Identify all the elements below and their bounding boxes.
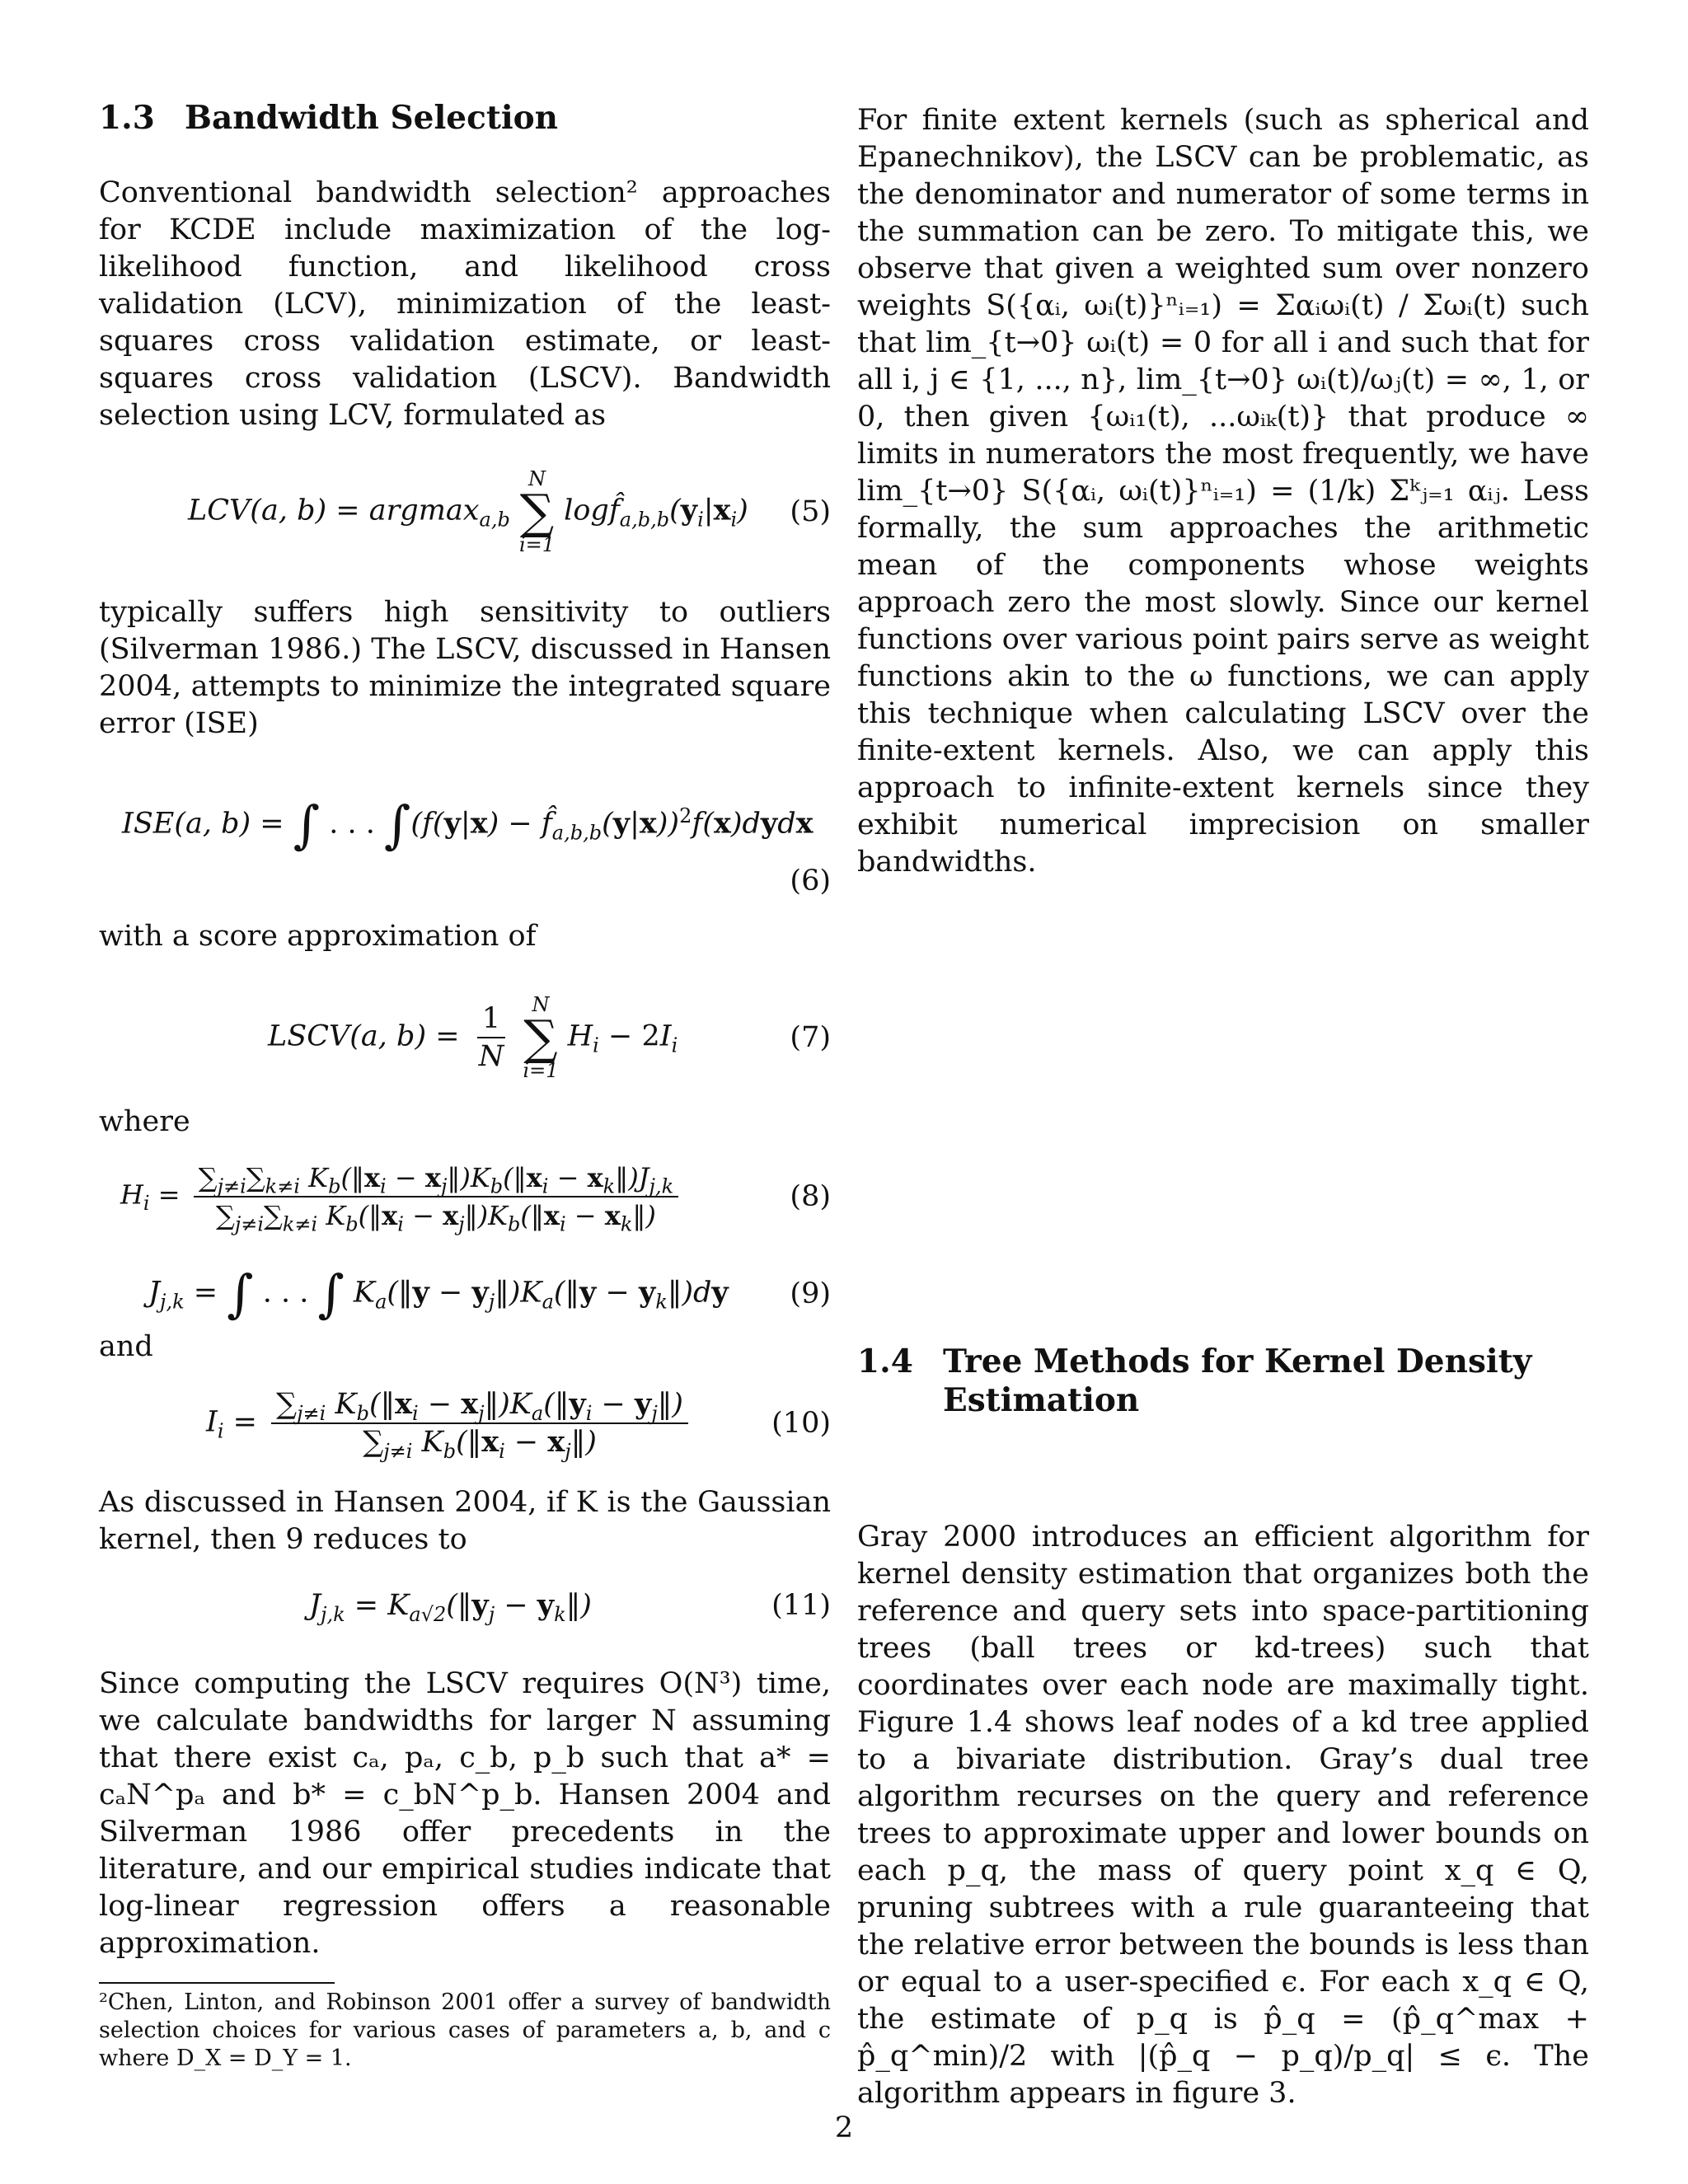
equation-number: (9)	[790, 1277, 831, 1310]
paragraph: with a score approximation of	[99, 920, 537, 953]
paragraph: Gray 2000 introduces an efficient algorithm for kernel density estimation that organizes both the reference and query sets into space-partitioning trees (ball trees or kd-trees) such that coordinates over each node are maximally tight. Figure 1.4 shows leaf nodes of a kd tree applied to a bivariate distribution. Gray’s dual tree algorithm recurses on the query and reference trees to approximate upper and lower bounds on each p_q, the mass of query point x_q ∈ Q, pruning subtrees with a rule guaranteeing that the relative error between the bounds is less than or equal to a user-specified ϵ. For each x_q ∈ Q, the estimate of p_q is p̂_q = (p̂_q^max + p̂_q^min)/2 with |(p̂_q − p_q)/p_q| ≤ ϵ. The algorithm appears in figure 3.	[857, 1521, 1589, 2110]
paragraph: For finite extent kernels (such as spherical and Epanechnikov), the LSCV can be problematic, as the denominator and numerator of some terms in the summation can be zero. To mitigate this, we observe that given a weighted sum over nonzero weights S({αᵢ, ωᵢ(t)}ⁿᵢ₌₁) = Σαᵢωᵢ(t) / Σωᵢ(t) such that lim_{t→0} ωᵢ(t) = 0 for all i and such that for all i, j ∈ {1, ..., n}, lim_{t→0} ωᵢ(t)/ωⱼ(t) = ∞, 1, or 0, then given {ωᵢ₁(t), ...ωᵢₖ(t)} that produce ∞ limits in numerators the most frequently, we have lim_{t→0} S({αᵢ, ωᵢ(t)}ⁿᵢ₌₁) = (1/k) Σᵏⱼ₌₁ αᵢⱼ. Less formally, the sum approaches the arithmetic mean of the components whose weights approach zero the most slowly. Since our kernel functions over various point pairs serve as weight functions akin to the ω functions, we can apply this technique when calculating LSCV over the finite-extent kernels. Also, we can apply this approach to infinite-extent kernels since they exhibit numerical imprecision on smaller bandwidths.	[857, 104, 1589, 879]
footnote: ²Chen, Linton, and Robinson 2001 offer a survey of bandwidth selection choices for various cases of parameters a, b, and c where D_X = D_Y = 1.	[99, 1990, 831, 2071]
section-number: 1.3	[99, 99, 155, 137]
left-column	[99, 91, 831, 2073]
section-heading-1-3	[99, 99, 831, 138]
right-column	[857, 102, 1589, 2112]
page-number: 2	[834, 2111, 854, 2144]
equation-number: (10)	[771, 1406, 831, 1440]
paragraph: where	[99, 1105, 190, 1138]
equation-6: ISE(a, b) = ∫ . . . $\int(f(y|x) - f̂_{a,b,b}(y|x))^2f(x)dydx$	[122, 794, 814, 855]
equation-number: (11)	[771, 1588, 831, 1622]
footnote-rule	[99, 1982, 335, 1984]
section-number: 1.4	[857, 1343, 913, 1380]
equation-number: (5)	[790, 494, 831, 528]
equation-number: (6)	[790, 865, 831, 898]
equation-8: $H_i$ = $\frac{\sum_{j\ne i}\sum_{k\ne i} K_b(‖x_i - x_j‖)K_b(‖x_i - x_k‖)J_{j,k}}{\sum_{j\ne i}\sum_{k\ne i} K_b(‖x_i - x_j‖)K_b(‖x_i - x_k‖)}$ (8)	[120, 1162, 831, 1236]
section-heading-1-4	[857, 1343, 1589, 1420]
equation-7: LSCV(a, b) = $\frac{1}{N}$ N ∑ i=1 $H_i - 2I_i$ (7)	[268, 993, 831, 1082]
paragraph: Since computing the LSCV requires O(N³) time, we calculate bandwidths for larger N assuming that there exist cₐ, pₐ, c_b, p_b such that a* = cₐN^pₐ and b* = c_bN^p_b. Hansen 2004 and Silverman 1986 offer precedents in the literature, and our empirical studies indicate that log-linear regression offers a reasonable approximation.	[99, 1667, 831, 1960]
equation-number: (7)	[790, 1020, 831, 1054]
equation-9: $J_{j,k}$ = ∫ . . . ∫ $K_a(‖y$ − $y_j‖)K_a(‖y$ − $y_k‖)dy$ (9)	[148, 1263, 831, 1324]
section-title: Bandwidth Selection	[185, 99, 559, 137]
paragraph: Conventional bandwidth selection² approaches for KCDE include maximization of the log-likelihood function, and likelihood cross validation (LCV), minimization of the least-squares cross validation estimate, or least-squares cross validation (LSCV). Bandwidth selection using LCV, formulated as	[99, 176, 831, 432]
paragraph: As discussed in Hansen 2004, if K is the Gaussian kernel, then 9 reduces to	[99, 1486, 831, 1556]
equation-11: $J_{j,k}$ = $K_{a√2}(‖y_j$ − $y_k‖$) (11)	[309, 1588, 831, 1626]
paragraph: typically suffers high sensitivity to outliers (Silverman 1986.) The LSCV, discussed in Hansen 2004, attempts to minimize the integrated square error (ISE)	[99, 596, 831, 740]
equation-10: $I_i$ = $\frac{\sum_{j\ne i} K_b(‖x_i - x_j‖)K_a(‖y_i - y_j‖)}{\sum_{j\ne i} K_b(‖x_i - x_j‖)}$ (10)	[206, 1387, 831, 1463]
section-title: Tree Methods for Kernel Density Estimation	[943, 1343, 1532, 1419]
paragraph: and	[99, 1330, 153, 1363]
equation-5: LCV(a, b) = argmax$_{a,b}$ N ∑ i=1 $\log f̂_{a,b,b}(y_i|x_i)$ (5)	[188, 467, 831, 556]
equation-number: (8)	[790, 1179, 831, 1213]
